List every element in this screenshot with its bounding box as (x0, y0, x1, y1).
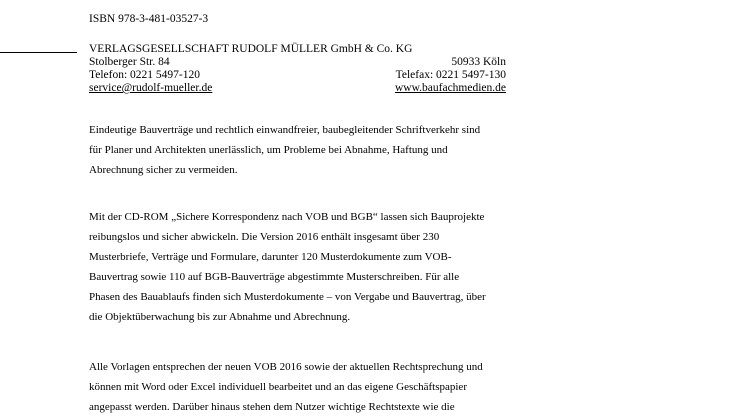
publisher-city: 50933 Köln (451, 56, 506, 68)
paragraph-line: angepasst werden. Darüber hinaus stehen dem Nutzer wichtige Rechtstexte wie die (89, 401, 455, 413)
publisher-name: VERLAGSGESELLSCHAFT RUDOLF MÜLLER GmbH & Co. KG (89, 43, 413, 55)
paragraph-line: können mit Word oder Excel individuell bearbeitet und an das eigene Geschäftspapier (89, 381, 467, 393)
paragraph-line: Abrechnung sicher zu vermeiden. (89, 164, 238, 176)
paragraph-line: Eindeutige Bauverträge und rechtlich einwandfreier, baubegleitender Schriftverkehr sind (89, 124, 481, 136)
paragraph-line: reibungslos und sicher abwickeln. Die Version 2016 enthält insgesamt über 230 (89, 231, 440, 243)
paragraph-line: für Planer und Architekten unerlässlich, um Probleme bei Abnahme, Haftung und (89, 144, 448, 156)
publisher-phone: Telefon: 0221 5497-120 (89, 69, 200, 81)
paragraph-line: Alle Vorlagen entsprechen der neuen VOB 2016 sowie der aktuellen Rechtsprechung und (89, 361, 483, 373)
paragraph-intro (89, 120, 559, 180)
paragraph-line: Phasen des Bauablaufs finden sich Musterdokumente – von Vergabe und Bauvertrag, über (89, 291, 486, 303)
publisher-fax: Telefax: 0221 5497-130 (395, 69, 506, 81)
isbn: ISBN 978-3-481-03527-3 (89, 13, 209, 25)
paragraph-cdrom (89, 207, 559, 327)
paragraph-templates (89, 357, 559, 417)
paragraph-line: Bauvertrag sowie 110 auf BGB-Bauverträge abgestimmte Musterschreiben. Für alle (89, 271, 460, 283)
paragraph-line: Musterbriefe, Verträge und Formulare, darunter 120 Musterdokumente zum VOB- (89, 251, 452, 263)
publisher-street: Stolberger Str. 84 (89, 56, 170, 68)
publisher-web-link[interactable]: www.baufachmedien.de (394, 82, 506, 94)
publisher-email-link[interactable]: service@rudolf-mueller.de (89, 82, 213, 94)
paragraph-line: Mit der CD-ROM „Sichere Korrespondenz nach VOB und BGB“ lassen sich Bauprojekte (89, 211, 485, 223)
paragraph-line: die Objektüberwachung bis zur Abnahme und Abrechnung. (89, 311, 351, 323)
divider-rule (0, 52, 77, 53)
